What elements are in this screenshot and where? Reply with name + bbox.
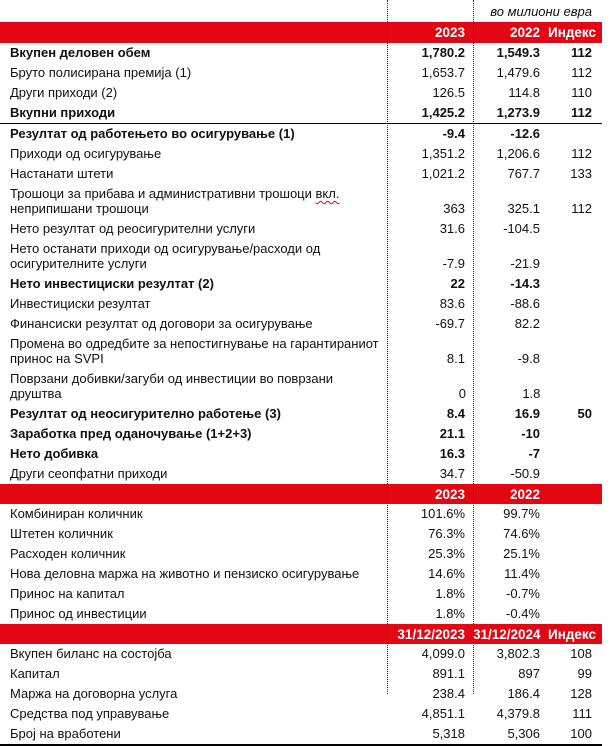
value-col1: 891.1 xyxy=(432,666,465,681)
row-label: Други сеопфатни приходи xyxy=(10,466,168,481)
value-col3: 111 xyxy=(572,706,592,721)
row-label: Заработка пред оданочување (1+2+3) xyxy=(10,426,252,441)
value-col2: -12.6 xyxy=(510,126,540,141)
table-row xyxy=(0,564,602,584)
value-col1: 0 xyxy=(458,386,467,401)
table-row xyxy=(0,334,602,369)
value-col2: 25.1% xyxy=(503,546,540,561)
row-label: Нето останати приходи од осигурување/расходи од осигурителните услуги xyxy=(10,241,321,271)
value-col3 xyxy=(548,366,602,369)
table-row xyxy=(0,63,602,83)
row-label: Бруто полисирана премија (1) xyxy=(10,65,192,80)
row-label: Финансиски резултат од договори за осигурување xyxy=(10,316,313,331)
value-col2: 82.2 xyxy=(514,316,540,331)
value-col2: -50.9 xyxy=(510,466,540,481)
row-label: Нето инвестициски резултат (2) xyxy=(10,276,214,291)
value-col3: 100 xyxy=(570,726,592,741)
value-col2: 767.7 xyxy=(507,166,540,181)
table-row xyxy=(0,404,602,424)
value-col3 xyxy=(548,541,602,544)
value-col1: 31.6 xyxy=(439,221,465,236)
row-label: Принос на капитал xyxy=(10,586,125,601)
table-row xyxy=(0,239,602,274)
value-col2: -10 xyxy=(521,426,540,441)
column-header-balance-sheet-2: 31/12/2024 xyxy=(473,626,541,642)
table-row xyxy=(0,504,602,524)
row-label: Настанати штети xyxy=(10,166,114,181)
column-header-income-statement-1: 2023 xyxy=(434,25,465,40)
value-col1: 5,318 xyxy=(432,726,465,741)
value-col3: 110 xyxy=(571,85,592,100)
row-label: Резултат од работењето во осигурување (1) xyxy=(10,126,295,141)
value-col2: 11.4% xyxy=(504,566,540,581)
row-label: Нето резултат од реосигурителни услуги xyxy=(10,221,256,236)
table-row xyxy=(0,144,602,164)
row-label: Инвестициски резултат xyxy=(10,296,151,311)
value-col2: -21.9 xyxy=(510,256,540,271)
column-header-income-statement-2: 2022 xyxy=(509,25,540,40)
value-col3 xyxy=(548,291,602,294)
value-col1: 14.6% xyxy=(428,566,465,581)
value-col3: 112 xyxy=(571,146,592,161)
value-col3 xyxy=(548,441,602,444)
table-row xyxy=(0,704,602,724)
row-label: Нова деловна маржа на животно и пензиско осигурување xyxy=(10,566,360,581)
table-row xyxy=(0,274,602,294)
value-col3: 112 xyxy=(571,201,592,216)
value-col2: 186.4 xyxy=(507,686,540,701)
value-col1: -9.4 xyxy=(442,126,465,141)
value-col3: 99 xyxy=(577,666,592,681)
value-col3: 128 xyxy=(570,686,592,701)
section-header-band-ratios xyxy=(0,484,602,504)
value-col1: 4,851.1 xyxy=(421,706,465,721)
value-col2: -0.7% xyxy=(506,586,540,601)
value-col2: -104.5 xyxy=(503,221,540,236)
column-header-income-statement-3: Индекс xyxy=(548,25,597,40)
value-col2: 1,273.9 xyxy=(496,105,540,120)
value-col1: 1,653.7 xyxy=(421,65,465,80)
units-note: во милиони евра xyxy=(490,3,592,19)
section-income-statement xyxy=(0,43,602,484)
value-col3: 112 xyxy=(571,65,592,80)
table-row xyxy=(0,644,602,664)
row-label: Расходен количник xyxy=(10,546,126,561)
row-label: Комбиниран количник xyxy=(10,506,143,521)
table-row xyxy=(0,544,602,564)
value-col3 xyxy=(548,141,602,144)
value-col3: 112 xyxy=(571,105,592,120)
table-row xyxy=(0,604,602,624)
table-row xyxy=(0,164,602,184)
value-col2: 3,802.3 xyxy=(496,646,540,661)
value-col3 xyxy=(548,481,602,484)
table-row xyxy=(0,464,602,484)
value-col2: 16.9 xyxy=(514,406,540,421)
value-col3 xyxy=(548,601,602,604)
row-label: Поврзани добивки/загуби од инвестиции во поврзани друштва xyxy=(10,371,334,401)
value-col3 xyxy=(548,331,602,334)
table-body xyxy=(0,22,602,744)
row-label: Вкупни приходи xyxy=(10,105,116,120)
value-col2: -0.4% xyxy=(506,606,540,621)
value-col1: 1,425.2 xyxy=(421,105,465,120)
table-row xyxy=(0,424,602,444)
value-col3 xyxy=(548,271,602,274)
value-col2: -88.6 xyxy=(510,296,540,311)
value-col1: 8.4 xyxy=(446,406,465,421)
band-spacer xyxy=(0,632,387,637)
value-col3: 50 xyxy=(577,406,592,421)
value-col3: 112 xyxy=(571,45,592,60)
value-col2: 1.8 xyxy=(522,386,541,401)
table-row xyxy=(0,294,602,314)
row-label: Други приходи (2) xyxy=(10,85,118,100)
row-label: Маржа на договорна услуга xyxy=(10,686,178,701)
value-col1: 363 xyxy=(443,201,465,216)
value-col1: -69.7 xyxy=(435,316,465,331)
table-row xyxy=(0,684,602,704)
value-col2: 4,379.8 xyxy=(496,706,540,721)
value-col3 xyxy=(548,461,602,464)
value-col2: -9.8 xyxy=(517,351,540,366)
section-header-band-balance-sheet xyxy=(0,624,602,644)
value-col2: 1,479.6 xyxy=(496,65,540,80)
value-col1: 238.4 xyxy=(432,686,465,701)
row-label: Резултат од неосигурително работење (3) xyxy=(10,406,281,421)
row-label: Нето добивка xyxy=(10,446,99,461)
value-col3: 108 xyxy=(570,646,592,661)
row-label: Капитал xyxy=(10,666,60,681)
row-label: Вкупен биланс на состојба xyxy=(10,646,172,661)
row-label: Вкупен деловен обем xyxy=(10,45,151,60)
table-row xyxy=(0,124,602,144)
value-col1: 16.3 xyxy=(439,446,465,461)
table-row xyxy=(0,184,602,219)
value-col2: -14.3 xyxy=(510,276,540,291)
row-label: Промена во одредбите за непостигнување на гарантираниот принос на SVPI xyxy=(10,336,379,366)
value-col3 xyxy=(548,236,602,239)
row-label: Принос од инвестиции xyxy=(10,606,147,621)
value-col1: 1,021.2 xyxy=(421,166,465,181)
value-col3 xyxy=(548,311,602,314)
section-balance-sheet xyxy=(0,644,602,744)
column-header-balance-sheet-3: Индекс xyxy=(548,626,597,642)
column-header-ratios-1: 2023 xyxy=(434,486,465,502)
band-spacer xyxy=(0,492,387,497)
table-row xyxy=(0,369,602,404)
value-col3 xyxy=(548,561,602,564)
value-col1: 21.1 xyxy=(439,426,465,441)
value-col2: 897 xyxy=(518,666,540,681)
value-col1: 83.6 xyxy=(439,296,465,311)
value-col3 xyxy=(548,521,602,524)
value-col3 xyxy=(548,581,602,584)
section-ratios xyxy=(0,504,602,624)
value-col2: 5,306 xyxy=(507,726,540,741)
row-label: Приходи од осигурување xyxy=(10,146,162,161)
value-col3: 133 xyxy=(570,166,592,181)
section-header-band-income-statement xyxy=(0,22,602,43)
value-col2: -7 xyxy=(528,446,540,461)
value-col3 xyxy=(548,621,602,624)
value-col3 xyxy=(548,401,602,404)
value-col1: 34.7 xyxy=(439,466,465,481)
row-label: Трошоци за прибава и административни трошоци вкл. неприпишани трошоци xyxy=(10,186,340,216)
value-col1: 4,099.0 xyxy=(421,646,465,661)
value-col1: 25.3% xyxy=(428,546,465,561)
value-col1: -7.9 xyxy=(442,256,465,271)
table-row xyxy=(0,664,602,684)
value-col1: 76.3% xyxy=(428,526,465,541)
value-col1: 1.8% xyxy=(435,586,465,601)
band-spacer xyxy=(0,30,387,35)
misspelled-word: вкл. xyxy=(315,186,340,201)
value-col1: 1,351.2 xyxy=(421,146,465,161)
table-row xyxy=(0,43,602,63)
table-row xyxy=(0,444,602,464)
value-col1: 101.6% xyxy=(420,506,465,521)
row-label: Број на вработени xyxy=(10,726,121,741)
column-header-balance-sheet-1: 31/12/2023 xyxy=(397,626,465,642)
table-row xyxy=(0,83,602,103)
value-col2: 114.8 xyxy=(508,85,540,100)
column-header-ratios-2: 2022 xyxy=(509,486,540,502)
table-row xyxy=(0,724,602,744)
table-row xyxy=(0,584,602,604)
value-col1: 22 xyxy=(450,276,465,291)
row-label: Штетен количник xyxy=(10,526,113,541)
value-col2: 99.7% xyxy=(503,506,540,521)
table-row xyxy=(0,524,602,544)
value-col2: 325.1 xyxy=(507,201,540,216)
value-col1: 126.5 xyxy=(432,85,465,100)
value-col2: 1,206.6 xyxy=(496,146,540,161)
value-col1: 8.1 xyxy=(446,351,465,366)
table-row xyxy=(0,219,602,239)
value-col1: 1,780.2 xyxy=(421,45,465,60)
table-row xyxy=(0,103,602,124)
value-col2: 1,549.3 xyxy=(496,45,540,60)
value-col1: 1.8% xyxy=(435,606,465,621)
value-col2: 74.6% xyxy=(503,526,540,541)
table-row xyxy=(0,314,602,334)
row-label: Средства под управување xyxy=(10,706,170,721)
